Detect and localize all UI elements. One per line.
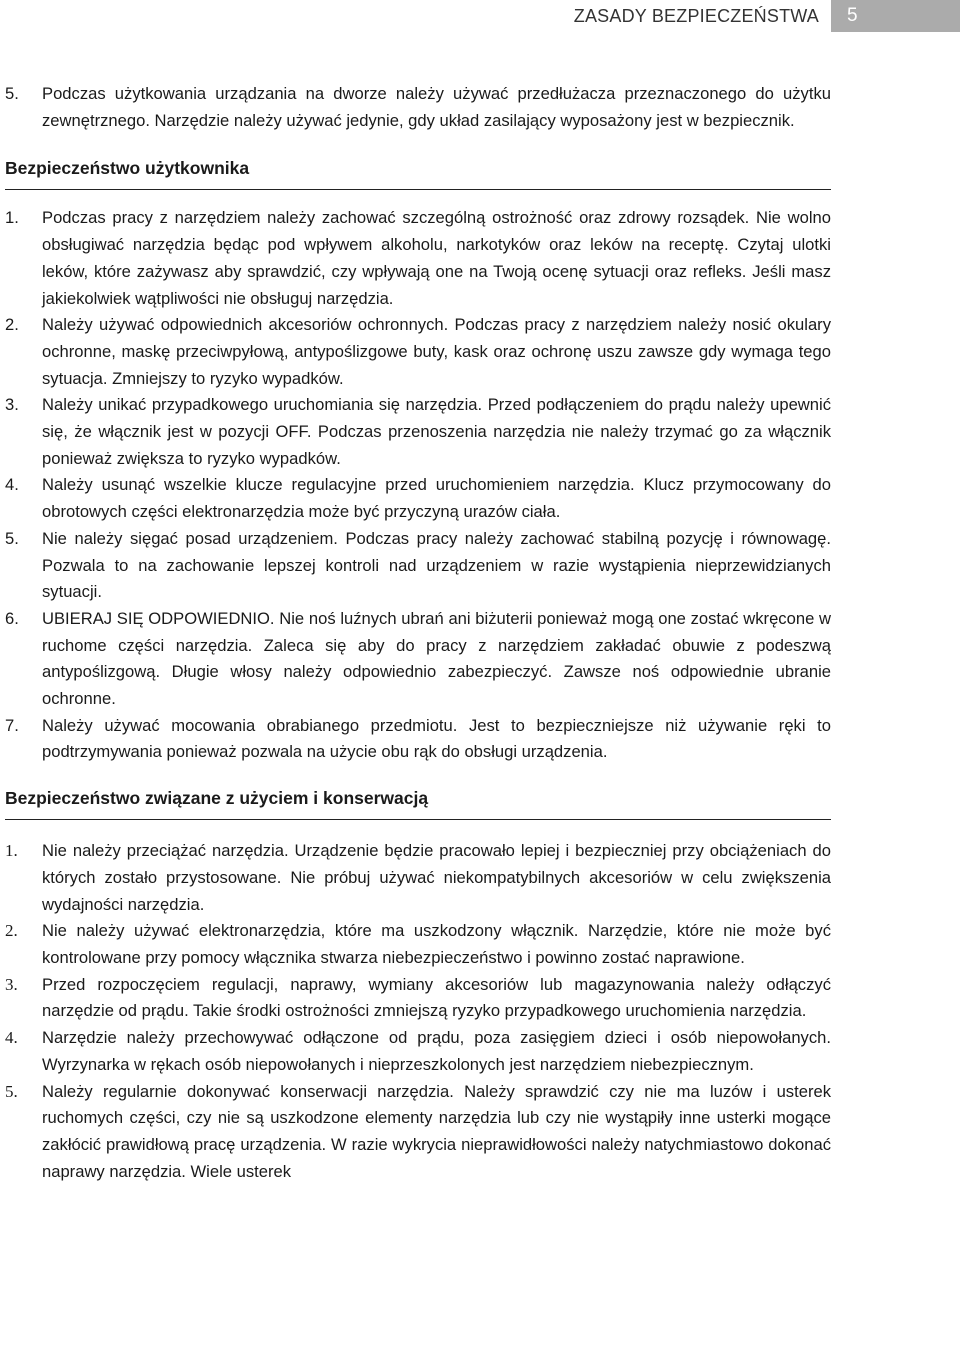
item-number: 2. bbox=[5, 921, 18, 941]
item-text: Przed rozpoczęciem regulacji, naprawy, wymiany akcesoriów lub magazynowania należy odłączyć narzędzie od prądu. Takie środki ostrożności zmniejszą ryzyko przypadkowego uruchomienia narzędzia. bbox=[42, 974, 831, 1021]
item-text: Należy unikać przypadkowego uruchomiania się narzędzia. Przed podłączeniem do prądu należy upewnić się, że włącznik jest w pozycji OFF. Podczas przenoszenia narzędzia nie należy trzymać go za włącznik ponieważ zwiększa to ryzyko wypadków. bbox=[42, 395, 831, 468]
user-safety-list bbox=[5, 205, 831, 766]
list-item bbox=[5, 392, 831, 472]
section-user-safety bbox=[5, 155, 831, 766]
use-maintenance-list bbox=[5, 838, 831, 1185]
section-heading: Bezpieczeństwo związane z użyciem i konserwacją bbox=[5, 785, 831, 820]
item-text: Podczas pracy z narzędziem należy zachować szczególną ostrożność oraz zdrowy rozsądek. Nie wolno obsługiwać narzędzia będąc pod wpływem alkoholu, narkotyków oraz leków na receptę. Czytaj ulotki leków, które zażywasz aby sprawdzić, czy wpływają one na Twoją ocenę sytuacji oraz refleks. Jeśli masz jakiekolwiek wątpliwości nie obsługuj narzędzia. bbox=[42, 208, 831, 308]
section-use-maintenance bbox=[5, 785, 831, 1185]
list-item bbox=[5, 606, 831, 713]
item-text: Należy używać mocowania obrabianego przedmiotu. Jest to bezpieczniejsze niż używanie ręki to podtrzymywania ponieważ pozwala na użycie obu rąk do obsługi urządzenia. bbox=[42, 715, 831, 762]
section-heading: Bezpieczeństwo użytkownika bbox=[5, 155, 831, 190]
list-item bbox=[5, 205, 831, 312]
list-item bbox=[5, 1025, 831, 1078]
item-text: Narzędzie należy przechowywać odłączone od prądu, poza zasięgiem dzieci i osób niepowołanych. Wyrzynarka w rękach osób niepowołanych i nieprzeszkolonych jest narzędziem niebezpiecznym. bbox=[42, 1028, 831, 1074]
intro-list bbox=[5, 81, 831, 134]
item-text: Należy regularnie dokonywać konserwacji narzędzia. Należy sprawdzić czy nie ma luzów i usterek ruchomych części, czy nie są uszkodzone elementy narzędzia lub czy nie wystąpiły inne usterki mogące zakłócić prawidłową pracę urządzenia. W razie wykrycia nieprawidłowości należy natychmiastowo dokonać naprawy narzędzia. Wiele usterek bbox=[42, 1081, 831, 1181]
item-number: 1. bbox=[5, 841, 18, 861]
item-number: 3. bbox=[5, 395, 19, 415]
item-text: Nie należy przeciążać narzędzia. Urządzenie będzie pracowało lepiej i bezpieczniej przy obciążeniach do których zostało przystosowane. Nie próbuj używać niekompatybilnych akcesoriów w celu zwiększenia wydajności narzędzia. bbox=[42, 841, 831, 914]
item-text: UBIERAJ SIĘ ODPOWIEDNIO. Nie noś luźnych ubrań ani biżuterii ponieważ mogą one zostać wkręcone w ruchome części narzędzia. Zaleca się aby do pracy z narzędziem zakładać obuwie z podeszwą antypoślizgową. Długie włosy należy odpowiednio zabezpieczyć. Zawsze noś odpowiednie ubranie ochronne. bbox=[42, 608, 831, 709]
list-item bbox=[5, 81, 831, 134]
item-text: Należy usunąć wszelkie klucze regulacyjne przed uruchomieniem narzędzia. Klucz przymocowany do obrotowych części elektronarzędzia może być przyczyną urazów ciała. bbox=[42, 475, 831, 522]
list-item bbox=[5, 713, 831, 766]
item-number: 2. bbox=[5, 315, 19, 335]
document-body bbox=[5, 81, 831, 1185]
page-number-badge: 5 bbox=[831, 0, 960, 32]
item-number: 1. bbox=[5, 208, 19, 228]
list-item bbox=[5, 1079, 831, 1186]
list-item bbox=[5, 472, 831, 525]
list-item bbox=[5, 838, 831, 918]
header-title: ZASADY BEZPIECZEŃSTWA bbox=[573, 6, 819, 26]
item-text: Podczas użytkowania urządzania na dworze należy używać przedłużacza przeznaczonego do użytku zewnętrznego. Narzędzie należy używać jedynie, gdy układ zasilający wyposażony jest w bezpiecznik. bbox=[42, 84, 831, 130]
page-header bbox=[0, 0, 960, 32]
list-item bbox=[5, 312, 831, 392]
item-text: Nie należy sięgać posad urządzeniem. Podczas pracy należy zachować stabilną pozycję i równowagę. Pozwala to na zachowanie lepszej kontroli nad urządzeniem w razie wystąpienia nieprzewidzianych sytuacji. bbox=[42, 528, 831, 602]
item-text: Nie należy używać elektronarzędzia, które ma uszkodzony włącznik. Narzędzie, które nie może być kontrolowane przy pomocy włącznika stwarza niebezpieczeństwo i powinno zostać naprawione. bbox=[42, 921, 831, 967]
list-item bbox=[5, 526, 831, 606]
item-number: 5. bbox=[5, 84, 19, 103]
item-number: 5. bbox=[5, 528, 19, 548]
item-number: 3. bbox=[5, 974, 18, 994]
item-number: 6. bbox=[5, 608, 19, 628]
item-number: 7. bbox=[5, 715, 19, 735]
list-item bbox=[5, 918, 831, 971]
list-item bbox=[5, 972, 831, 1025]
item-number: 5. bbox=[5, 1081, 18, 1101]
item-number: 4. bbox=[5, 1028, 18, 1048]
item-text: Należy używać odpowiednich akcesoriów ochronnych. Podczas pracy z narzędziem należy nosić okulary ochronne, maskę przeciwpyłową, antypoślizgowe buty, kask oraz ochronę uszu zawsze gdy wymaga tego sytuacja. Zmniejszy to ryzyko wypadków. bbox=[42, 315, 831, 388]
item-number: 4. bbox=[5, 475, 19, 495]
